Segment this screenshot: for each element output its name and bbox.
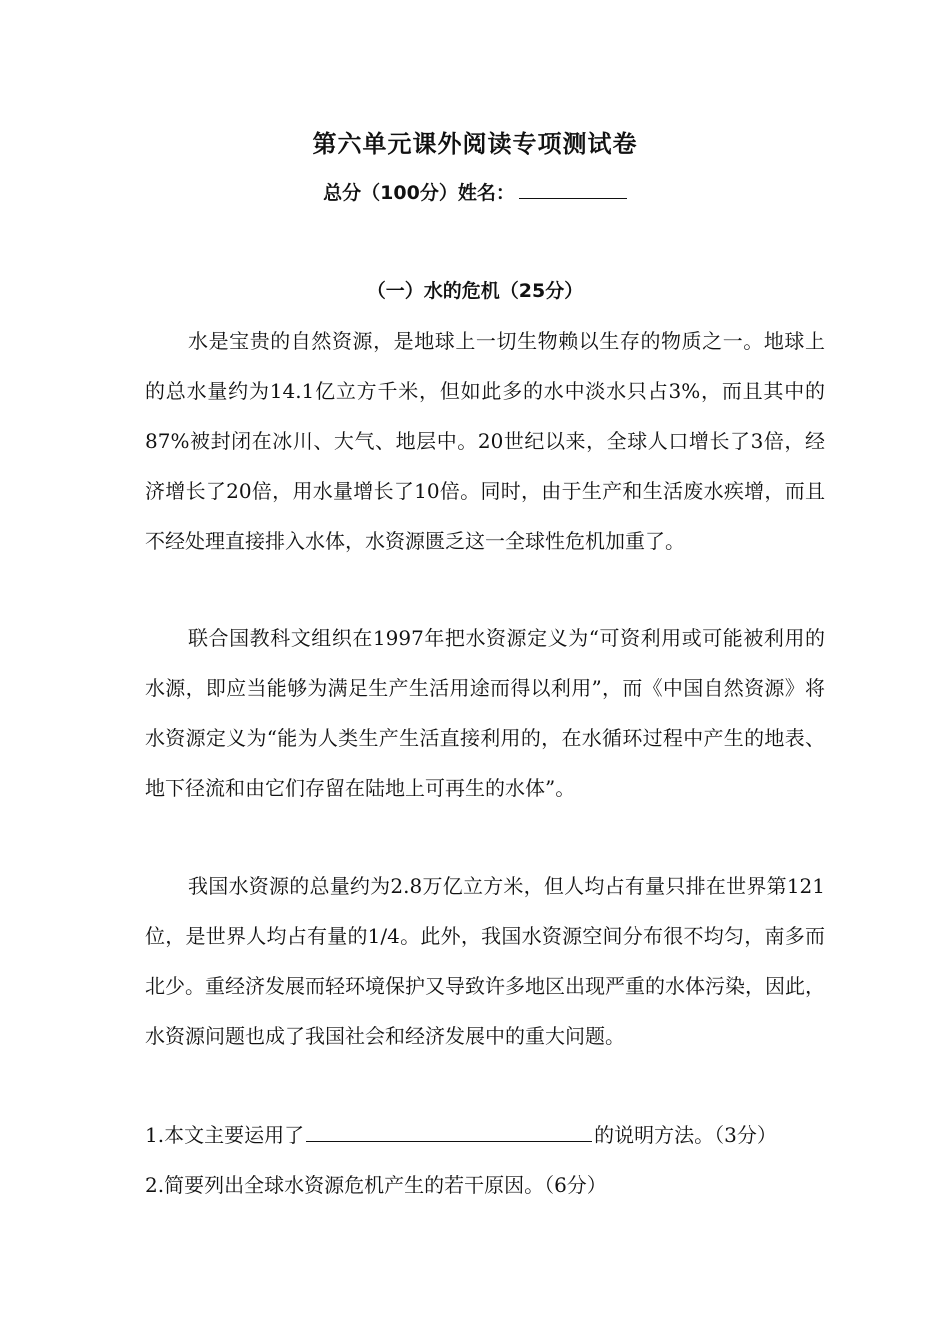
section-title: （一）水的危机（25分） — [366, 280, 584, 302]
paragraph-2 — [145, 613, 825, 813]
question-2: 2.简要列出全球水资源危机产生的若干原因。（6分） — [145, 1173, 607, 1197]
paragraph-text: 我国水资源的总量约为2.8万亿立方米，但人均占有量只排在世界第121位，是世界人均占有量的1/4。此外，我国水资源空间分布很不均匀，南多而北少。重经济发展而轻环境保护又导致许多地区出现严重的水体污染，因此，水资源问题也成了我国社会和经济发展中的重大问题。 — [145, 874, 825, 1048]
question-1-prefix: 1.本文主要运用了 — [145, 1123, 305, 1147]
score-label: 总分（100分）姓名： — [323, 182, 515, 204]
paragraph-1 — [145, 316, 825, 566]
paragraph-text: 水是宝贵的自然资源，是地球上一切生物赖以生存的物质之一。地球上的总水量约为14.1亿立方千米，但如此多的水中淡水只占3%，而且其中的87%被封闭在冰川、大气、地层中。20世纪以来，全球人口增长了3倍，经济增长了20倍，用水量增长了10倍。同时，由于生产和生活废水疾增，而且不经处理直接排入水体，水资源匮乏这一全球性危机加重了。 — [145, 329, 825, 553]
question-1-suffix: 的说明方法。（3分） — [594, 1123, 777, 1147]
answer-blank — [306, 1123, 592, 1142]
paragraph-text: 联合国教科文组织在1997年把水资源定义为“可资利用或可能被利用的水源，即应当能够为满足生产生活用途而得以利用”，而《中国自然资源》将水资源定义为“能为人类生产生活直接利用的，在水循环过程中产生的地表、地下径流和由它们存留在陆地上可再生的水体”。 — [145, 626, 825, 800]
question-1 — [145, 1110, 845, 1160]
paragraph-3 — [145, 861, 825, 1061]
score-name-line — [0, 178, 950, 205]
name-blank — [519, 180, 627, 199]
page-title: 第六单元课外阅读专项测试卷 — [312, 130, 638, 158]
